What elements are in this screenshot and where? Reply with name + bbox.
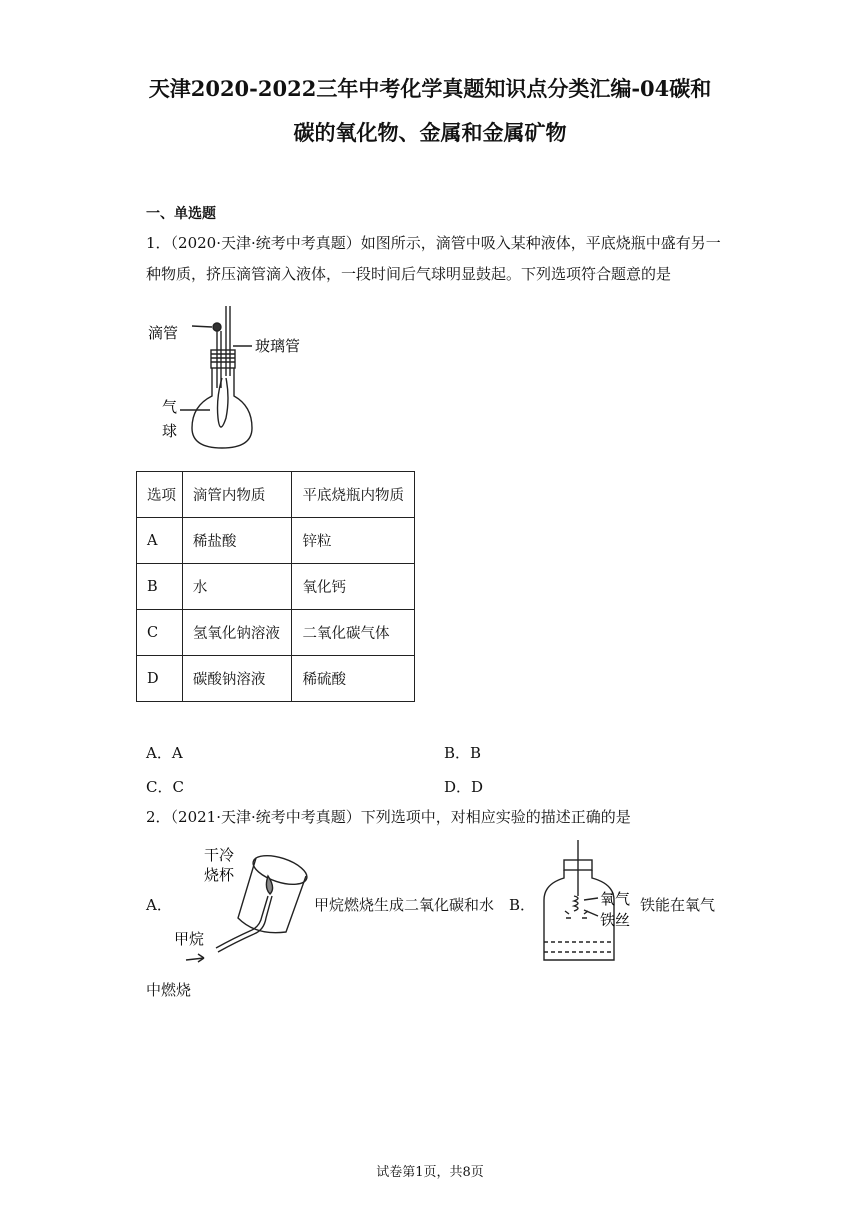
table-cell: 水 xyxy=(182,564,292,610)
q2-option-b-text-1: 铁能在氧气 xyxy=(640,896,716,914)
document-title-line-2: 碳的氧化物、金属和金属矿物 xyxy=(293,120,567,145)
label-balloon-1: 气 xyxy=(162,398,178,416)
question-1-stem-line-1: 1．（2020·天津·统考中考真题）如图所示，滴管中吸入某种液体，平底烧瓶中盛有另一 xyxy=(146,234,721,252)
table-cell: 氢氧化钠溶液 xyxy=(182,610,292,656)
iron-oxygen-diagram xyxy=(538,838,638,964)
options-table xyxy=(136,471,415,702)
table-cell: 稀盐酸 xyxy=(182,518,292,564)
label-oxygen: 氧气 xyxy=(600,890,631,908)
table-cell: 稀硫酸 xyxy=(292,656,415,702)
choice-c[interactable]: C．C xyxy=(146,778,184,796)
table-cell: 碳酸钠溶液 xyxy=(182,656,292,702)
choice-a[interactable]: A．A xyxy=(146,744,183,762)
table-header-cell: 平底烧瓶内物质 xyxy=(292,472,415,518)
question-1-stem-line-2: 种物质，挤压滴管滴入液体，一段时间后气球明显鼓起。下列选项符合题意的是 xyxy=(146,265,672,283)
label-methane: 甲烷 xyxy=(174,930,205,948)
table-cell: 二氧化碳气体 xyxy=(292,610,415,656)
methane-beaker-figure xyxy=(164,840,314,980)
flask-apparatus-figure xyxy=(140,298,320,458)
section-heading: 一、单选题 xyxy=(146,206,216,222)
table-cell: C xyxy=(137,610,183,656)
iron-wire-oxygen-figure xyxy=(538,838,638,964)
table-row xyxy=(137,564,415,610)
choice-d[interactable]: D．D xyxy=(444,778,484,796)
table-row xyxy=(137,518,415,564)
table-cell: 氧化钙 xyxy=(292,564,415,610)
question-2-stem: 2．（2021·天津·统考中考真题）下列选项中，对相应实验的描述正确的是 xyxy=(146,808,631,826)
flask-diagram xyxy=(140,298,320,458)
label-dropper: 滴管 xyxy=(148,324,179,342)
label-glass-tube: 玻璃管 xyxy=(255,337,301,355)
table-header-cell: 滴管内物质 xyxy=(182,472,292,518)
label-balloon-2: 球 xyxy=(162,422,178,440)
q2-option-a-label[interactable]: A． xyxy=(146,896,172,914)
q2-option-b-label[interactable]: B． xyxy=(509,896,536,914)
label-dry-cold: 干冷 xyxy=(204,846,235,864)
q2-option-a-text: 甲烷燃烧生成二氧化碳和水 xyxy=(314,896,495,914)
table-row xyxy=(137,656,415,702)
table-header-row xyxy=(137,472,415,518)
label-beaker: 烧杯 xyxy=(204,866,235,884)
table-cell: D xyxy=(137,656,183,702)
table-cell: B xyxy=(137,564,183,610)
document-title-line-1: 天津2020-2022三年中考化学真题知识点分类汇编-04碳和 xyxy=(148,76,712,101)
q2-option-b-text-2: 中燃烧 xyxy=(146,981,192,999)
choice-b[interactable]: B．B xyxy=(444,744,482,762)
page-footer: 试卷第1页，共8页 xyxy=(376,1165,484,1180)
table-cell: A xyxy=(137,518,183,564)
table-row xyxy=(137,610,415,656)
table-header-cell: 选项 xyxy=(137,472,183,518)
table-cell: 锌粒 xyxy=(292,518,415,564)
label-iron-wire: 铁丝 xyxy=(600,911,631,929)
methane-diagram xyxy=(164,840,314,980)
